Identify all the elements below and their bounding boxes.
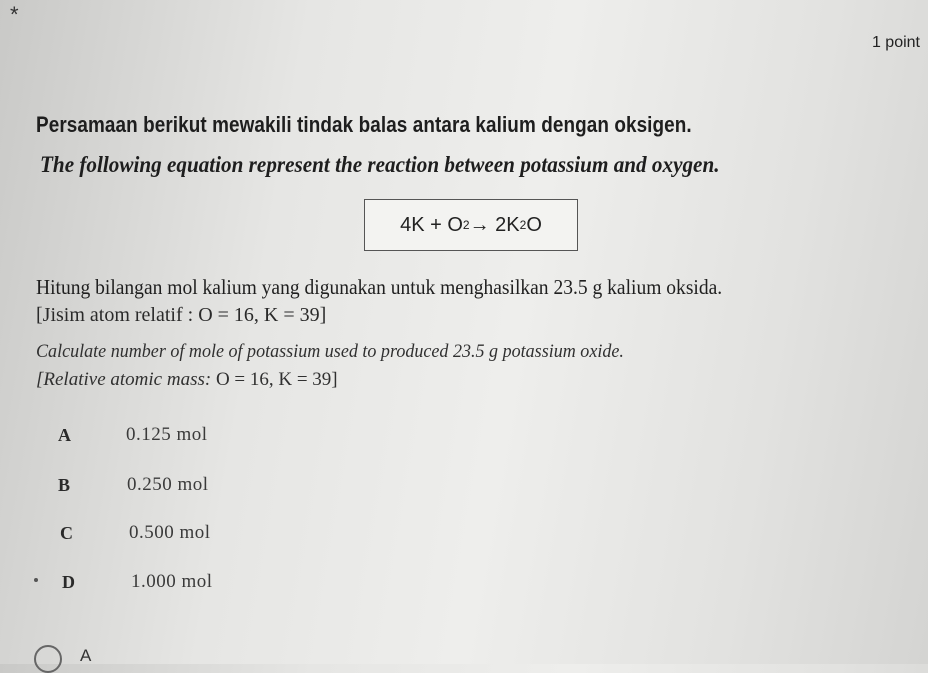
option-text-c: 0.500 mol bbox=[129, 522, 211, 543]
ram-malay-prefix: [Jisim atom relatif : bbox=[36, 304, 199, 326]
ram-english-prefix: [Relative atomic mass: bbox=[36, 369, 216, 390]
equation-box bbox=[364, 199, 578, 251]
option-letter-a: A bbox=[58, 425, 71, 445]
instruction-malay: Hitung bilangan mol kalium yang digunakan untuk menghasilkan 23.5 g kalium oksida. bbox=[36, 275, 723, 299]
instruction-english: Calculate number of mole of potassium used to produced 23.5 g potassium oxide. bbox=[36, 341, 624, 362]
option-letter-d: D bbox=[62, 572, 75, 592]
question-text-english: The following equation represent the reaction between potassium and oxygen. bbox=[40, 152, 720, 177]
relative-atomic-mass-malay bbox=[36, 304, 326, 327]
points-label: 1 point bbox=[871, 34, 920, 51]
equation-subscript-o2: 2 bbox=[462, 218, 470, 232]
bullet-dot bbox=[34, 578, 38, 582]
option-text-d: 1.000 mol bbox=[131, 571, 213, 592]
equation-arrow-product: → 2K bbox=[469, 213, 520, 236]
option-letter-c: C bbox=[60, 523, 73, 543]
relative-atomic-mass-english bbox=[36, 369, 338, 391]
option-text-b: 0.250 mol bbox=[127, 474, 209, 495]
option-letter-b: B bbox=[58, 475, 71, 495]
question-text-malay: Persamaan berikut mewakili tindak balas antara kalium dengan oksigen. bbox=[36, 112, 692, 137]
equation-reactants: 4K + O bbox=[400, 213, 463, 236]
required-marker: * bbox=[10, 2, 19, 27]
radio-label-a[interactable]: A bbox=[80, 646, 92, 665]
equation-product-o: O bbox=[526, 213, 542, 236]
equation-subscript-k2: 2 bbox=[519, 218, 527, 232]
radio-button[interactable] bbox=[34, 645, 62, 673]
ram-english-values: O = 16, K = 39] bbox=[215, 369, 338, 390]
option-text-a: 0.125 mol bbox=[126, 424, 208, 445]
ram-malay-values: O = 16, K = 39] bbox=[198, 304, 327, 326]
